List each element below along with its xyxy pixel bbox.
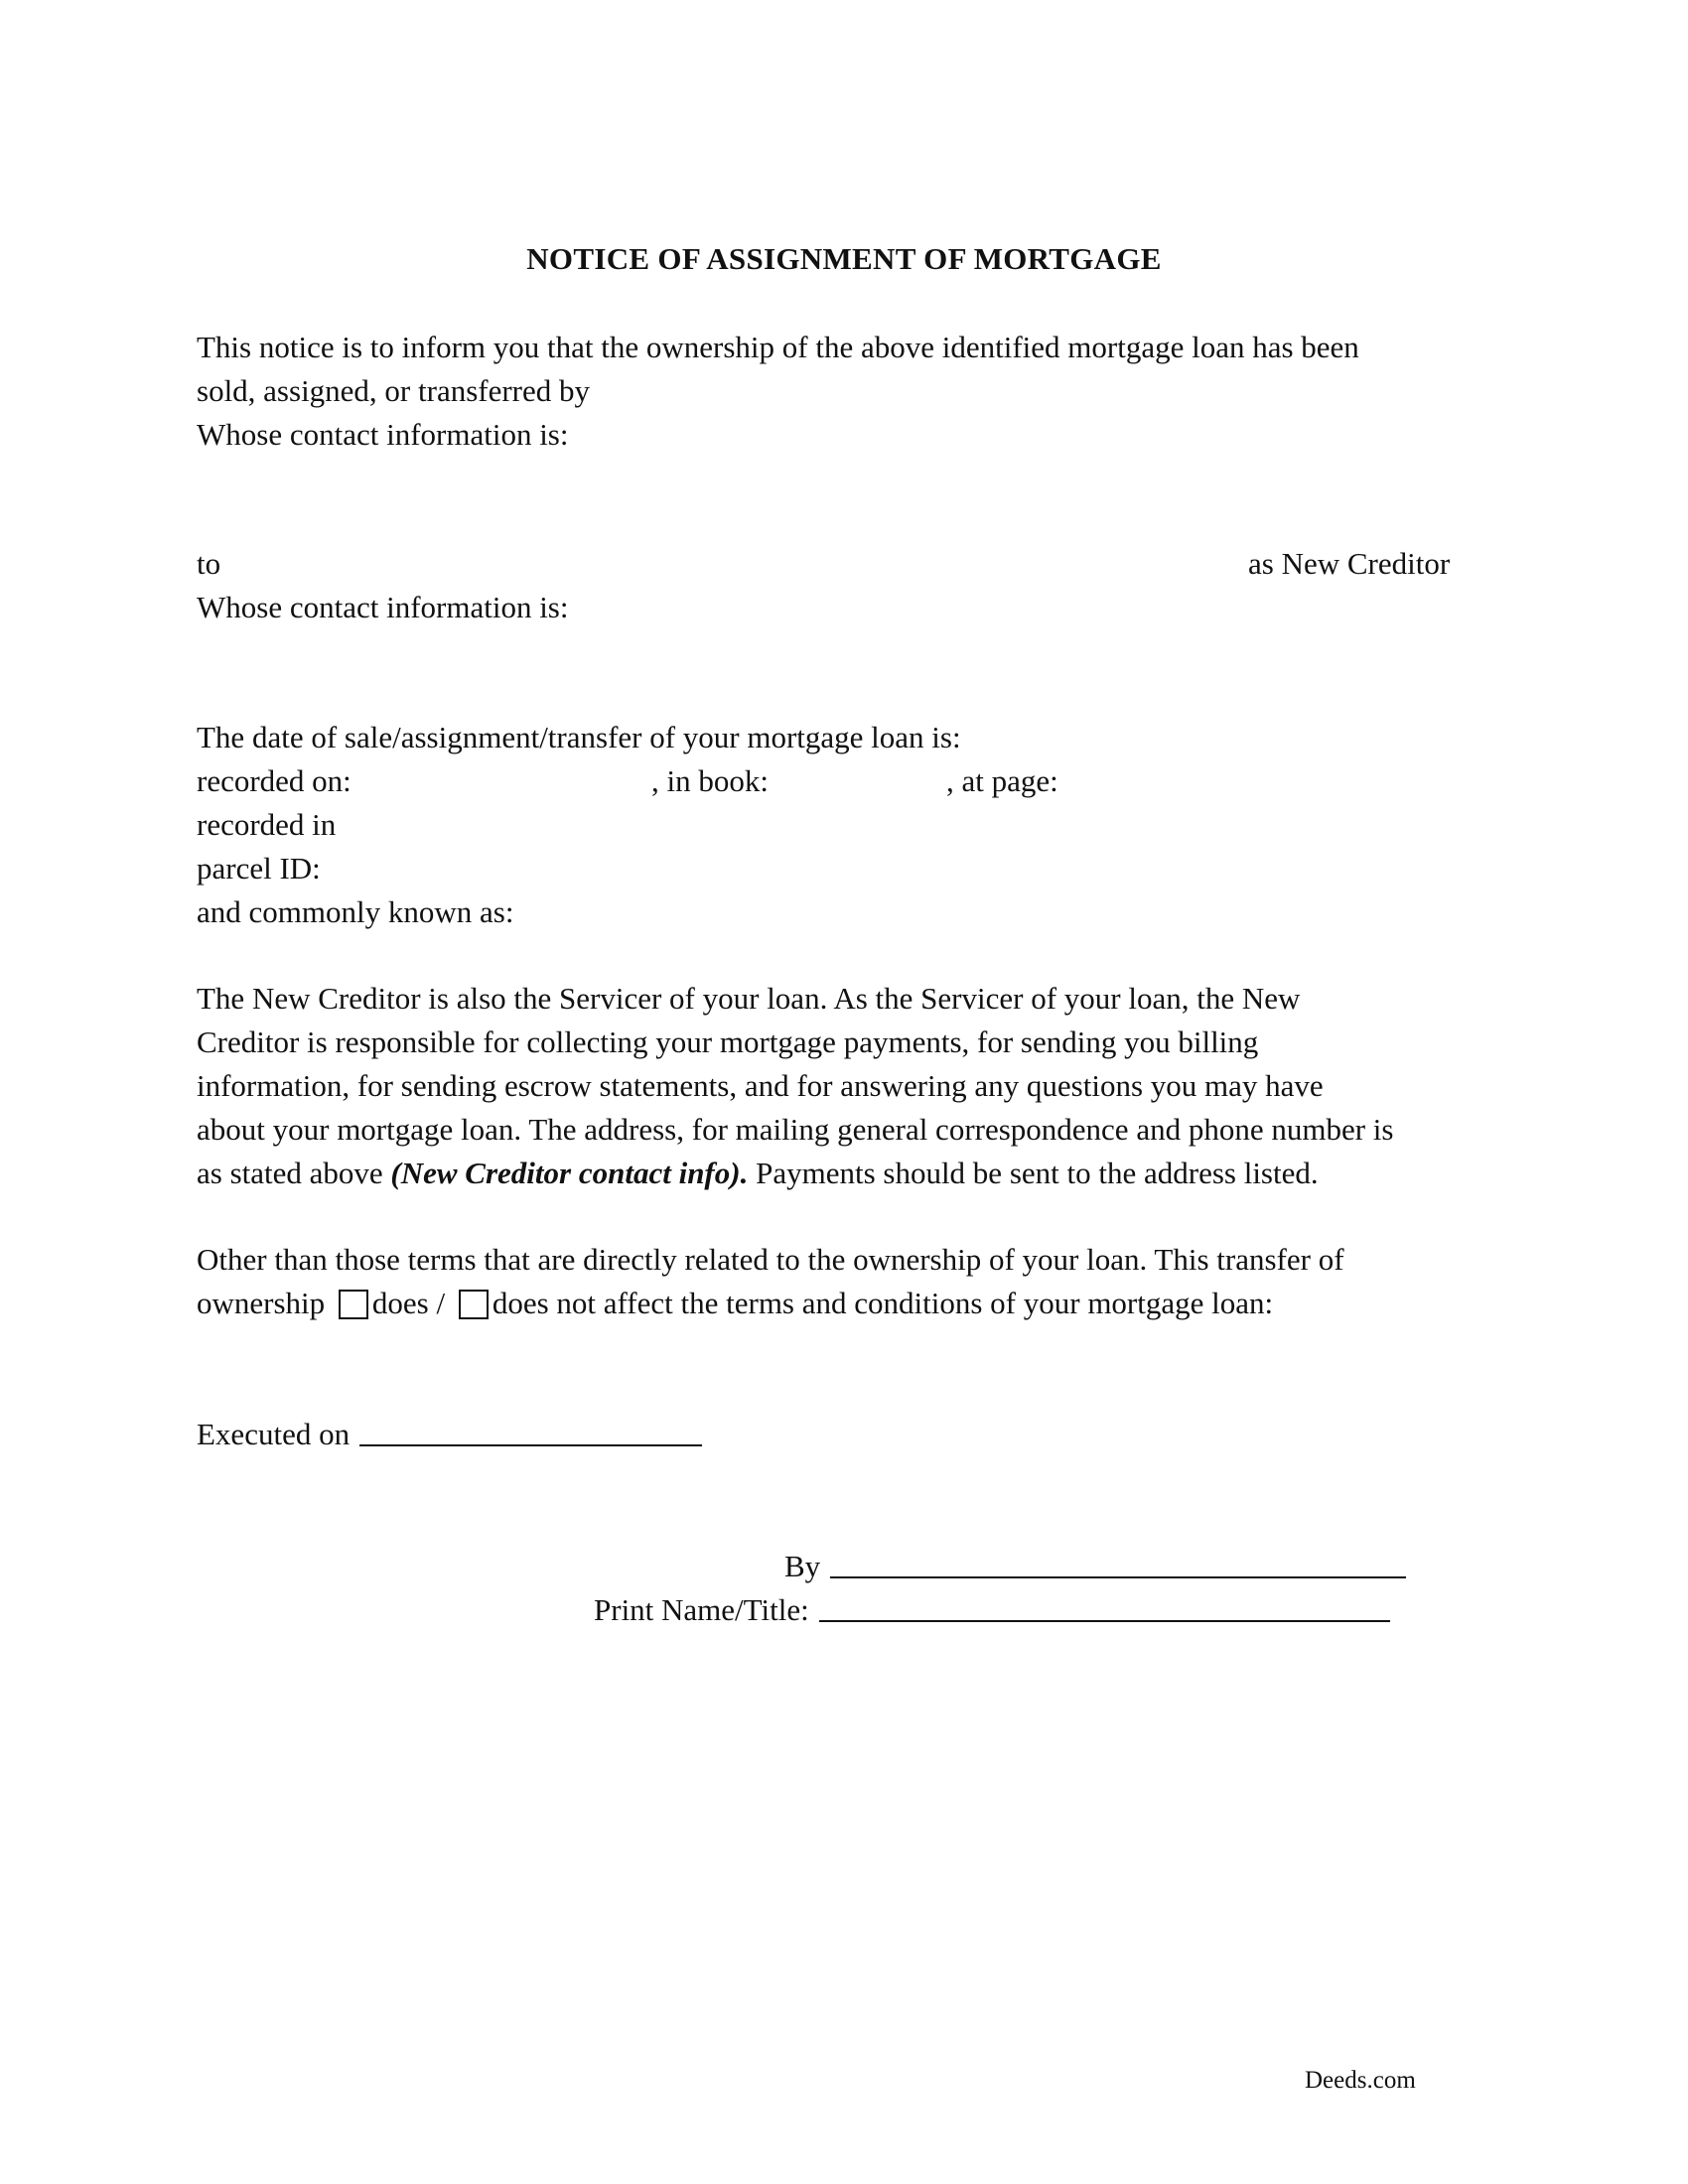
ownership-label: ownership xyxy=(197,1286,326,1320)
does-not-checkbox[interactable] xyxy=(459,1290,489,1319)
does-not-label: does not affect the terms and conditions of your mortgage loan: xyxy=(492,1286,1274,1320)
servicer-line-5 xyxy=(197,1152,1319,1195)
print-name-row xyxy=(594,1588,1390,1632)
to-label: to xyxy=(197,546,221,581)
new-creditor-contact-info-emphasis: (New Creditor contact info). xyxy=(390,1156,749,1190)
servicer-line-4: about your mortgage loan. The address, for mailing general correspondence and phone number is xyxy=(197,1112,1394,1147)
recorded-on-label: recorded on: xyxy=(197,763,352,798)
servicer-line-2: Creditor is responsible for collecting your mortgage payments, for sending you billing xyxy=(197,1024,1259,1059)
executed-on-label: Executed on xyxy=(197,1417,351,1451)
intro-contact-label: Whose contact information is: xyxy=(197,417,569,452)
does-label: does / xyxy=(371,1286,446,1320)
terms-line-2 xyxy=(197,1282,1273,1325)
as-new-creditor-label: as New Creditor xyxy=(1248,546,1451,581)
servicer-line-5-end: Payments should be sent to the address listed. xyxy=(748,1156,1319,1190)
intro-line-2: sold, assigned, or transferred by xyxy=(197,373,591,408)
print-name-field[interactable] xyxy=(819,1592,1390,1622)
signature-field[interactable] xyxy=(830,1549,1406,1578)
servicer-line-5-start: as stated above xyxy=(197,1156,391,1190)
servicer-line-3: information, for sending escrow statements, and for answering any questions you may have xyxy=(197,1068,1324,1103)
footer-brand: Deeds.com xyxy=(1305,2067,1416,2094)
recorded-in-label: recorded in xyxy=(197,807,337,842)
does-checkbox[interactable] xyxy=(339,1290,368,1319)
print-name-label: Print Name/Title: xyxy=(594,1592,809,1627)
transfer-date-label: The date of sale/assignment/transfer of your mortgage loan is: xyxy=(197,720,961,754)
parcel-id-label: parcel ID: xyxy=(197,851,321,886)
terms-line-1: Other than those terms that are directly related to the ownership of your loan. This transfer of xyxy=(197,1242,1344,1277)
commonly-known-as-label: and commonly known as: xyxy=(197,894,514,929)
at-page-label: , at page: xyxy=(946,763,1058,798)
intro-line-1: This notice is to inform you that the ownership of the above identified mortgage loan has been xyxy=(197,330,1359,364)
executed-on-row xyxy=(197,1413,702,1456)
new-creditor-contact-label: Whose contact information is: xyxy=(197,590,569,624)
by-row xyxy=(784,1545,1406,1588)
in-book-label: , in book: xyxy=(651,763,769,798)
document-title: NOTICE OF ASSIGNMENT OF MORTGAGE xyxy=(526,241,1162,276)
servicer-line-1: The New Creditor is also the Servicer of your loan. As the Servicer of your loan, the New xyxy=(197,981,1301,1016)
executed-on-date-field[interactable] xyxy=(359,1417,702,1446)
by-label: By xyxy=(784,1549,821,1583)
